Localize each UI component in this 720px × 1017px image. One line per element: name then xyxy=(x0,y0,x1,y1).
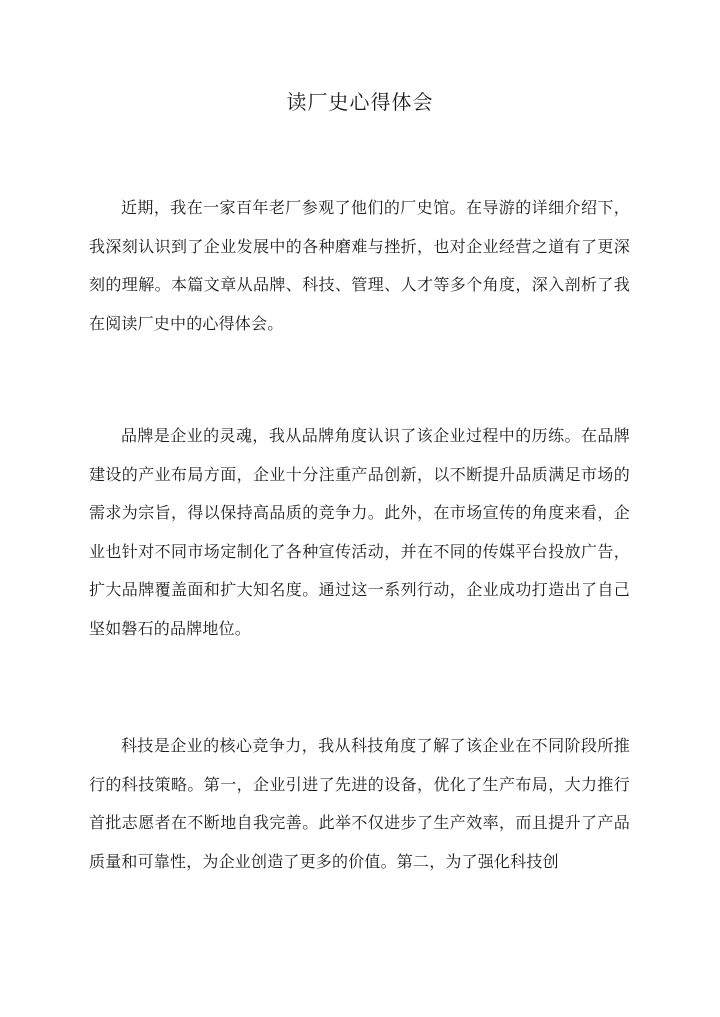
paragraph-technology: 科技是企业的核心竞争力，我从科技角度了解了该企业在不同阶段所推行的科技策略。第一，企业引进了先进的设备，优化了生产布局，大力推行首批志愿者在不断地自我完善。此举不仅进步了生产效率，而且提升了产品质量和可靠性，为企业创造了更多的价值。第二，为了强化科技创 xyxy=(89,736,630,871)
paragraph-intro: 近期，我在一家百年老厂参观了他们的厂史馆。在导游的详细介绍下，我深刻认识到了企业发展中的各种磨难与挫折，也对企业经营之道有了更深刻的理解。本篇文章从品牌、科技、管理、人才等多个角度，深入剖析了我在阅读厂史中的心得体会。 xyxy=(89,198,630,333)
paragraph-brand: 品牌是企业的灵魂，我从品牌角度认识了该企业过程中的历练。在品牌建设的产业布局方面，企业十分注重产品创新，以不断提升品质满足市场的需求为宗旨，得以保持高品质的竞争力。此外，在市场宣传的角度来看，企业也针对不同市场定制化了各种宣传活动，并在不同的传媒平台投放广告，扩大品牌覆盖面和扩大知名度。通过这一系列行动，企业成功打造出了自己坚如磐石的品牌地位。 xyxy=(89,426,630,638)
document-title: 读厂史心得体会 xyxy=(286,90,434,114)
